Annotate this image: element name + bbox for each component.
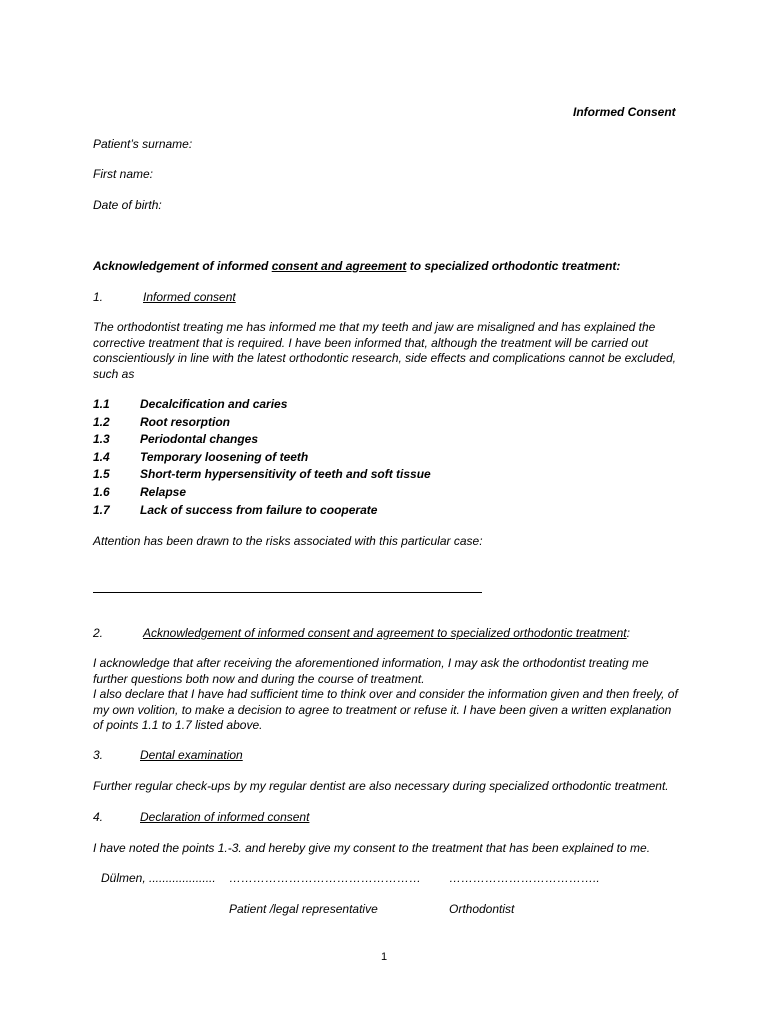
date-of-birth-label: Date of birth: <box>93 198 162 212</box>
risk-1-3-text: Periodontal changes <box>140 432 259 446</box>
page-number: 1 <box>381 951 388 963</box>
acknowledgement-heading <box>93 259 620 275</box>
risk-1-5-text: Short-term hypersensitivity of teeth and soft tissue <box>140 467 431 481</box>
section-1-title: Informed consent <box>143 290 236 304</box>
section-1-paragraph: The orthodontist treating me has informed me that my teeth and jaw are misaligned and has explained the corrective treatment that is required. I have been informed that, although the treatment will be carried out conscientiously in line with the latest orthodontic research, side effects and complications cannot be excluded, such as <box>93 320 676 381</box>
section-2-title <box>143 626 630 642</box>
risk-1-6-number: 1.6 <box>93 485 110 499</box>
patient-surname-label: Patient’s surname: <box>93 137 193 151</box>
section-4-paragraph: I have noted the points 1.-3. and hereby give my consent to the treatment that has been explained to me. <box>93 841 651 855</box>
heading-post: to specialized orthodontic treatment: <box>406 259 621 273</box>
attention-text: Attention has been drawn to the risks associated with this particular case: <box>93 534 483 548</box>
risk-1-6-text: Relapse <box>140 485 187 499</box>
risk-1-1-text: Decalcification and caries <box>140 397 288 411</box>
document-title: Informed Consent <box>573 105 676 119</box>
risk-1-2-number: 1.2 <box>93 415 110 429</box>
orthodontist-signature-line: ……………………………….. <box>449 871 600 885</box>
section-2-number: 2. <box>93 626 104 640</box>
section-2-paragraph-2: I also declare that I have had sufficient time to think over and consider the information given and then freely, of my own volition, to make a decision to agree to treatment or refuse it. I have been given a written explanation of points 1.1 to 1.7 listed above. <box>93 687 678 732</box>
risk-1-3-number: 1.3 <box>93 432 110 446</box>
patient-signature-label: Patient /legal representative <box>229 902 378 916</box>
section-4-title: Declaration of informed consent <box>140 810 310 824</box>
signature-place-date: Dülmen, .................... <box>101 871 216 885</box>
section-3-paragraph: Further regular check-ups by my regular dentist are also necessary during specialized orthodontic treatment. <box>93 779 669 793</box>
risk-1-4-number: 1.4 <box>93 450 110 464</box>
section-1-number: 1. <box>93 290 104 304</box>
orthodontist-signature-label: Orthodontist <box>449 902 515 916</box>
section-2-title-colon: : <box>626 626 630 640</box>
section-2-title-text: Acknowledgement of informed consent and agreement to specialized orthodontic treatment <box>143 626 627 640</box>
section-4-number: 4. <box>93 810 104 824</box>
risk-1-5-number: 1.5 <box>93 467 110 481</box>
section-2-paragraph-1: I acknowledge that after receiving the aforementioned information, I may ask the orthodontist treating me further questions both now and during the course of treatment. <box>93 656 649 686</box>
risk-notes-line <box>93 592 482 593</box>
risk-1-7-number: 1.7 <box>93 503 110 517</box>
risk-1-2-text: Root resorption <box>140 415 230 429</box>
heading-pre: Acknowledgement of informed <box>93 259 272 273</box>
risk-1-4-text: Temporary loosening of teeth <box>140 450 309 464</box>
section-3-title: Dental examination <box>140 748 243 762</box>
first-name-label: First name: <box>93 167 154 181</box>
risk-1-7-text: Lack of success from failure to cooperate <box>140 503 378 517</box>
heading-underlined: consent and agreement <box>271 259 407 273</box>
section-3-number: 3. <box>93 748 104 762</box>
patient-signature-line: ………………………………………… <box>229 871 421 885</box>
risk-1-1-number: 1.1 <box>93 397 110 411</box>
